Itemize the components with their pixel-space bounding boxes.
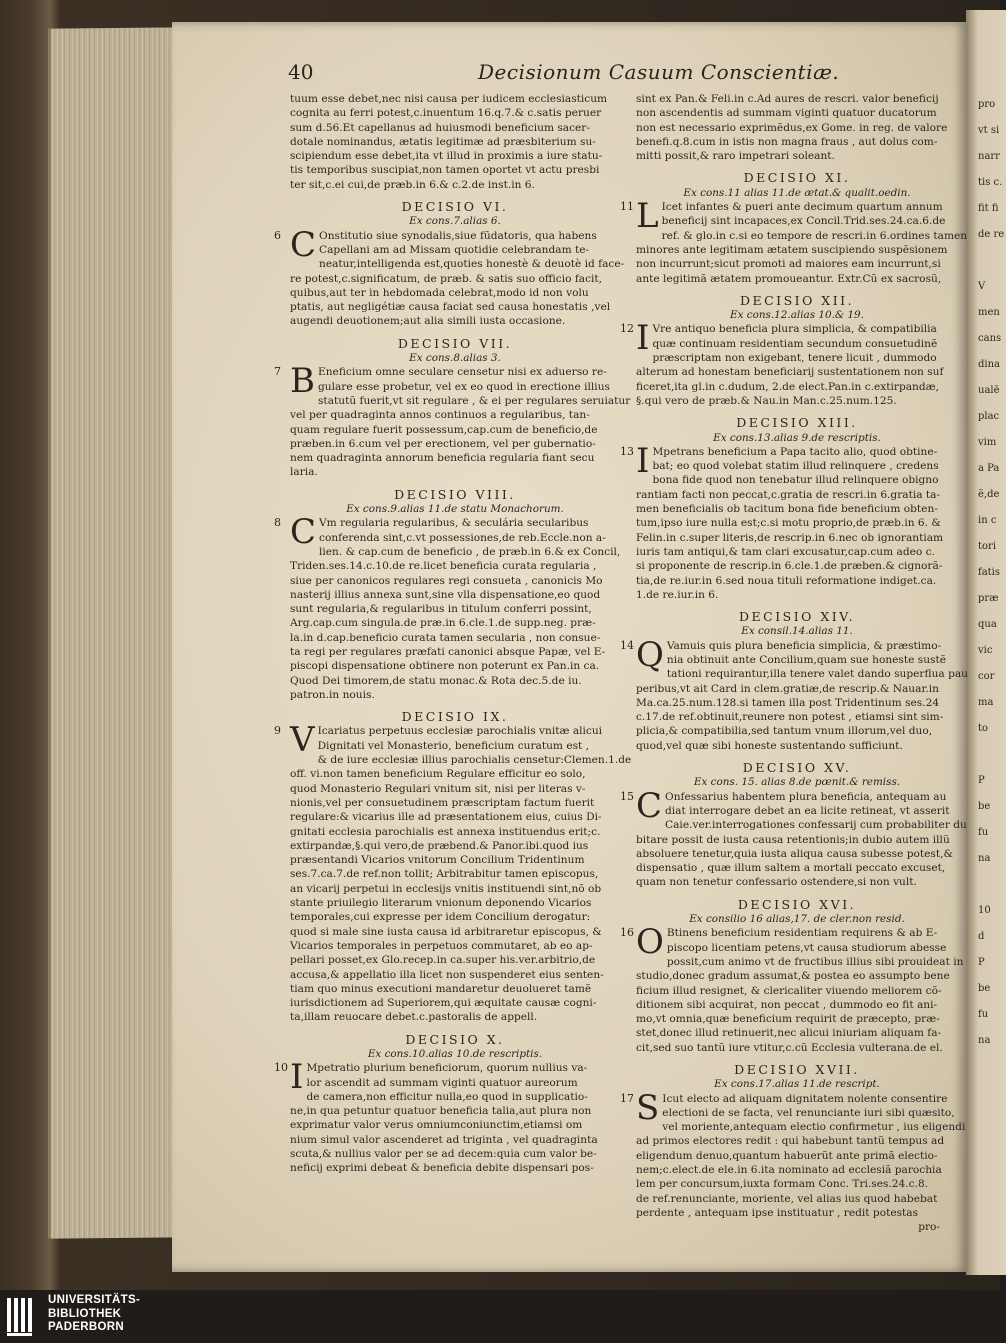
paragraph-number: 10 xyxy=(274,1061,288,1075)
facing-page-fragment: d xyxy=(978,931,985,942)
decision-text-line: non incurrunt;sicut promoti ad maiores eam incurrunt,si xyxy=(636,258,941,271)
text-column-right xyxy=(620,92,968,1235)
decision-text-line: pellari posset,ex Glo.recep.in ca.super his.ver.arbitrio,de xyxy=(290,954,596,967)
decision-text-line: lor ascendit ad summam viginti quatuor aureorum xyxy=(306,1076,578,1089)
library-logo-icon xyxy=(6,1296,40,1338)
facing-page-fragment: a Pa xyxy=(978,463,1000,474)
paragraph-number: 15 xyxy=(620,789,634,803)
decision-text-line: de ref.renunciante, moriente, vel alias ius quod habebat xyxy=(636,1192,938,1205)
page-stack-edge xyxy=(48,27,179,1238)
decision-text-line: eligendum denuo,quantum habuerũt ante primã electio- xyxy=(636,1149,938,1162)
decision-text-line: laria. xyxy=(290,466,318,479)
intro-line: sint ex Pan.& Feli.in c.Ad aures de rescri. valor beneficij xyxy=(636,93,939,105)
decision-text-line: Vamuis quis plura beneficia simplicia, & præstimo- xyxy=(666,639,942,652)
decision-text-line: neatur,intelligenda est,quoties honestè & deuotè id face- xyxy=(319,258,625,271)
decision-block xyxy=(620,415,958,602)
decision-text-line: Capellani am ad Missam quotidie celebrandam te- xyxy=(319,243,590,256)
decision-text-line: ficium illud resignet, & clericaliter viuendo meliorem cõ- xyxy=(636,984,942,997)
decision-text-line: quam regulare fuerit possessum,cap.cum de beneficio,de xyxy=(290,423,598,436)
facing-page-fragment: fu xyxy=(978,827,989,838)
decision-text-line: diat interrogare debet an ea licite retineat, vt asserit xyxy=(665,804,950,817)
decision-text-line: neficij exprimi debeat & beneficia debite dispensari pos- xyxy=(290,1162,594,1175)
decision-text-line: §.qui vero de præb.& Nau.in Man.c.25.num.125. xyxy=(636,394,897,407)
decision-text-line: nem quadraginta annorum beneficia regularia fiant secu xyxy=(290,452,595,465)
decision-text-line: quæ continuam residentiam secundum consuetudinẽ xyxy=(652,337,938,350)
facing-page-fragment: cans xyxy=(978,333,1002,344)
decision-text-line: Felin.in c.super literis,de rescrip.in 6.nec ob ignorantiam xyxy=(636,531,944,544)
decision-text-line: præsentandi Vicarios vnitorum Concilium Tridentinum xyxy=(290,854,585,867)
decision-text-line: possit,cum animo vt de fructibus illius sibi prouideat in xyxy=(666,955,964,968)
paragraph-number: 12 xyxy=(620,322,634,336)
decision-source: Ex cons. 15. alias 8.de pœnit.& remiss. xyxy=(693,776,901,789)
decision-text-line: præben.in 6.cum vel per erectionem, vel per gubernatio- xyxy=(290,437,596,450)
decision-source: Ex cons.9.alias 11.de statu Monachorum. xyxy=(346,503,564,516)
library-name xyxy=(48,1294,140,1335)
decision-text-line: gnitati ecclesia parochialis est annexa instituendus erit;c. xyxy=(290,825,601,838)
decision-text-line: iuris tam antiqui,& tam clari excusatur,cap.cum adeo c. xyxy=(636,545,935,558)
decision-text-line: præscriptam non exigebant, tenere licuit , dummodo xyxy=(652,352,937,365)
paragraph-number: 14 xyxy=(620,638,634,652)
decision-title: DECISIO VII. xyxy=(397,335,513,351)
decision-block xyxy=(620,1062,966,1220)
decision-text-line: plicia,& compatibilia,sed tantum vnum illorum,vel duo, xyxy=(636,725,933,738)
catchword: pro- xyxy=(918,1221,940,1234)
decision-text-line: c.17.de ref.obtinuit,reunere non potest , etiamsi sint sim- xyxy=(636,711,944,724)
decision-paragraph xyxy=(620,196,968,286)
decision-title: DECISIO X. xyxy=(405,1031,505,1047)
decision-title: DECISIO XI. xyxy=(743,170,851,186)
decision-text-line: accusa,& appellatio illa licet non suspenderet eius senten- xyxy=(290,968,604,981)
decision-block xyxy=(620,292,958,408)
decision-paragraph xyxy=(620,1087,966,1221)
running-header xyxy=(288,60,978,94)
decision-text-line: cit,sed suo tantũ iure vtitur,c.cũ Ecclesia vulterana.de el. xyxy=(636,1041,943,1054)
paragraph-number: 8 xyxy=(274,516,281,530)
facing-page-fragment: cor xyxy=(978,671,995,682)
decision-paragraph xyxy=(274,1057,620,1175)
library-name-line-3: PADERBORN xyxy=(48,1321,124,1333)
decision-title: DECISIO VIII. xyxy=(394,486,516,502)
decision-text-line: iurisdictionem ad Superiorem,qui æquitate causæ cogni- xyxy=(290,997,597,1010)
running-title: Decisionum Casuum Conscientiæ. xyxy=(478,60,840,84)
facing-page-fragment: be xyxy=(978,983,991,994)
facing-page-fragment: ualē xyxy=(978,385,1000,396)
decision-text-line: Onstitutio siue synodalis,siue fũdatoris, qua habens xyxy=(319,229,597,242)
decision-text-line: Mpetratio plurium beneficiorum, quorum nullius va- xyxy=(306,1062,588,1075)
decision-block xyxy=(274,199,625,329)
decision-text-line: mo,vt omnia,quæ beneficium requirit de præcepto, præ- xyxy=(636,1013,940,1026)
facing-page-fragment: na xyxy=(978,1035,991,1046)
facing-page-fragment: P xyxy=(978,775,985,786)
decision-block xyxy=(620,760,967,890)
intro-line: dotale nominandus, ætatis legitimæ ad præsbiterium su- xyxy=(290,135,596,148)
paragraph-number: 6 xyxy=(274,228,281,242)
drop-initial: I xyxy=(290,1057,304,1098)
decision-text-line: extirpandæ,§.qui vero,de præbend.& Panor.ibi.quod ius xyxy=(290,839,589,852)
decision-text-line: quod si male sine iusta causa id arbitraretur episcopus, & xyxy=(290,925,602,938)
intro-line: benefi.q.8.cum in istis non magna fraus , aut dolus com- xyxy=(636,135,938,148)
facing-page-fragment: fatis xyxy=(978,567,1001,578)
decision-text-line: minores ante legitimam ætatem suscipiendo suspẽsionem xyxy=(636,243,948,256)
intro-line: cognita au ferri potest,c.inuentum 16.q.7.& c.satis peruer xyxy=(290,107,602,120)
decision-text-line: ante legitimã ætatem promoueantur. Extr.Cũ ex sacrosũ, xyxy=(636,272,942,285)
drop-initial: I xyxy=(636,440,650,481)
decision-block xyxy=(274,1031,620,1176)
decision-text-line: sunt regularia,& regularibus in titulum conferri possint, xyxy=(290,603,592,616)
paragraph-number: 13 xyxy=(620,444,634,458)
decision-source: Ex cons.12.alias 10.& 19. xyxy=(730,309,864,322)
decision-text-line: statutũ fuerit,vt sit regulare , & ei per regulares seruiatur xyxy=(318,394,631,407)
decision-text-line: Ma.ca.25.num.128.si tamen illa post Tridentinum ses.24 xyxy=(636,696,940,709)
paragraph-number: 9 xyxy=(274,724,281,738)
decision-text-line: Vm regularia regularibus, & seculária secularibus xyxy=(319,517,589,530)
decision-text-line: Onfessarius habentem plura beneficia, antequam au xyxy=(665,790,947,803)
decision-title: DECISIO XVI. xyxy=(737,896,857,912)
decision-text-line: Icet infantes & pueri ante decimum quartum annum xyxy=(661,201,943,214)
facing-page-edge xyxy=(966,10,1006,1275)
decision-text-line: quod,vel quæ sibi honeste sustentando sufficiunt. xyxy=(636,739,903,752)
drop-initial: O xyxy=(636,922,664,963)
decision-text-line: an vicarij perpetui in ecclesijs vnitis instituendi sint,nõ ob xyxy=(290,882,602,895)
decision-text-line: quibus,aut ter in hebdomada celebrat,modo id non volu xyxy=(290,286,589,299)
decision-text-line: ficeret,ita gl.in c.dudum, 2.de elect.Pan.in c.extirpandæ, xyxy=(636,380,939,393)
intro-line: non est necessario exprimẽdus,ex Gome. in reg. de valore xyxy=(636,121,948,134)
decision-text-line: Btinens beneficium residentiam requirens & ab E- xyxy=(666,927,938,940)
decision-title: DECISIO XV. xyxy=(742,760,852,776)
decision-text-line: gulare esse probetur, vel ex eo quod in erectione illius xyxy=(318,380,610,393)
decision-block xyxy=(620,609,968,753)
decision-text-line: siue per canonicos regulares regi consueta , canonicis Mo xyxy=(290,574,603,587)
decision-text-line: men beneficialis ob tacitum bona fide beneficium obten- xyxy=(636,503,938,516)
paragraph-number: 16 xyxy=(620,926,634,940)
drop-initial: V xyxy=(290,720,315,761)
facing-page-fragment: ma xyxy=(978,697,994,708)
facing-page-fragment: qua xyxy=(978,619,997,630)
decision-text-line: vel per quadraginta annos continuos a regularibus, tan- xyxy=(290,409,590,422)
intro-line: sum d.56.Et capellanus ad huiusmodi beneficium sacer- xyxy=(290,121,590,134)
decision-text-line: beneficij sint incapaces,ex Concil.Trid.ses.24.ca.6.de xyxy=(661,215,946,228)
decision-text-line: ses.7.ca.7.de ref.non tollit; Arbitrabitur tamen episcopus, xyxy=(290,868,599,881)
library-name-line-2: BIBLIOTHEK xyxy=(48,1307,122,1320)
decision-text-line: Triden.ses.14.c.10.de re.licet beneficia curata regularia , xyxy=(290,560,597,573)
intro-line: mitti possit,& raro impetrari soleant. xyxy=(636,150,835,163)
decision-title: DECISIO XIV. xyxy=(738,609,856,625)
facing-page-fragment: fu xyxy=(978,1009,989,1020)
facing-page-fragment: in c xyxy=(978,515,997,526)
decision-text-line: peribus,vt ait Card in clem.gratiæ,de rescrip.& Nauar.in xyxy=(636,682,939,695)
decision-text-line: dispensatio , quæ illum saltem a mortali peccato excuset, xyxy=(636,862,946,875)
decision-text-line: Arg.cap.cum singula.de præ.in 6.cle.1.de supp.neg. præ- xyxy=(290,617,596,630)
decision-text-line: patron.in nouis. xyxy=(290,688,375,701)
decision-source: Ex cons.8.alias 3. xyxy=(409,352,501,365)
decision-text-line: ne,in qua petuntur quatuor beneficia talia,aut plura non xyxy=(290,1105,592,1118)
decision-text-line: 1.de re.iur.in 6. xyxy=(636,588,719,601)
decision-text-line: off. vi.non tamen beneficium Regulare efficitur eo solo, xyxy=(290,768,586,781)
facing-page-fragment: be xyxy=(978,801,991,812)
decision-text-line: bitare possit de iusta causa retentionis;in dubio autem illũ xyxy=(636,833,950,846)
decision-text-line: tiam quo minus executioni mandaretur deuolueret tamẽ xyxy=(290,982,592,995)
decision-paragraph xyxy=(620,922,964,1055)
facing-page-fragment: men xyxy=(978,307,1000,318)
decision-text-line: lien. & cap.cum de beneficio , de præb.in 6.& ex Concil, xyxy=(319,545,621,558)
decision-text-line: Vre antiquo beneficia plura simplicia, & compatibilia xyxy=(652,323,937,336)
decision-text-line: rantiam facti non peccat,c.gratia de rescri.in 6.gratia ta- xyxy=(636,488,941,501)
drop-initial: B xyxy=(290,361,315,402)
decision-text-line: scuta,& nullius valor per se ad decem:quia cum valor be- xyxy=(290,1148,597,1161)
decision-text-line: tationi requirantur,illa tenere valet dando superflua pau xyxy=(666,668,968,681)
decision-block xyxy=(620,896,964,1055)
decision-text-line: Caie.ver.interrogationes confessarij cum probabiliter du xyxy=(665,819,967,832)
drop-initial: C xyxy=(290,512,317,553)
decision-text-line: Quod Dei timorem,de statu monac.& Rota dec.5.de iu. xyxy=(290,674,582,687)
facing-page-fragment: V xyxy=(978,281,986,292)
library-name-line-1: UNIVERSITÄTS- xyxy=(48,1294,141,1306)
decision-text-line: Icariatus perpetuus ecclesiæ parochialis vnitæ alicui xyxy=(317,725,603,738)
facing-page-fragment: pro xyxy=(978,99,996,110)
intro-line: tis temporibus suscipiat,non tamen oportet vt actu presbi xyxy=(290,164,600,177)
decision-source: Ex cons.10.alias 10.de rescriptis. xyxy=(367,1048,543,1060)
decision-text-line: lem per concursum,iuxta formam Conc. Tri.ses.24.c.8. xyxy=(636,1178,929,1191)
decision-text-line: de camera,non efficitur nulla,eo quod in supplicatio- xyxy=(306,1090,588,1103)
decision-text-line: nium simul valor ascenderet ad triginta , vel quadraginta xyxy=(290,1133,598,1146)
decision-text-line: stet,donec illud retinuerit,nec alicui iniuriam aliquam fa- xyxy=(636,1027,942,1040)
decision-text-line: exprimatur valor verus omniumconiunctim,etiamsi om xyxy=(290,1119,583,1132)
decision-source: Ex cons.17.alias 11.de rescript. xyxy=(714,1078,880,1091)
paragraph-number: 7 xyxy=(274,365,281,379)
decision-text-line: bona fide quod non tenebatur illud relinquere obigno xyxy=(652,474,939,487)
decision-source: Ex cons.11 alias 11.de ætat.& qualit.oedin. xyxy=(683,186,911,199)
decision-text-line: ref. & glo.in c.si eo tempore de rescri.in 6.ordines tamen xyxy=(661,229,968,242)
decision-text-line: studio,donec gradum assumat,& postea eo assumpto bene xyxy=(636,970,950,983)
drop-initial: C xyxy=(636,785,663,826)
decision-text-line: nem;c.elect.de ele.in 6.ita nominato ad ecclesiã parochia xyxy=(636,1164,942,1177)
decision-text-line: augendi deuotionem;aut alia simili iusta occasione. xyxy=(290,315,566,328)
facing-page-fragment: ẽ,de xyxy=(978,489,1000,500)
facing-page-fragment: 10 xyxy=(978,905,991,916)
decision-text-line: conferenda sint,c.vt possessiones,de reb.Eccle.non a- xyxy=(319,531,606,544)
decision-title: DECISIO XVII. xyxy=(734,1062,860,1077)
decision-text-line: alterum ad honestam beneficiarij sustentationem non suf xyxy=(636,366,944,379)
facing-page-fragment: de re xyxy=(978,229,1005,240)
decision-text-line: tia,de re.iur.in 6.sed noua tituli reformatione indiget.ca. xyxy=(636,574,937,587)
decision-paragraph xyxy=(620,785,967,890)
decision-source: Ex consil.14.alias 11. xyxy=(741,625,853,638)
decision-text-line: & de iure ecclesiæ illius parochialis censetur:Clemen.1.de xyxy=(317,754,632,767)
decision-text-line: Eneficium omne seculare censetur nisi ex aduerso re- xyxy=(318,366,607,379)
drop-initial: S xyxy=(636,1087,660,1128)
decision-text-line: perdente , antequam ipse instituatur , redit potestas xyxy=(636,1206,919,1219)
facing-page-fragment: fit fi xyxy=(978,203,999,214)
decision-text-line: nasterij illius annexa sunt,sine vlla dispensatione,eo quod xyxy=(290,588,601,601)
decision-text-line: Icut electo ad aliquam dignitatem nolente consentire xyxy=(662,1092,948,1105)
drop-initial: C xyxy=(290,224,317,265)
decision-paragraph xyxy=(620,440,958,602)
decision-text-line: ta,illam reuocare debet.c.pastoralis de appell. xyxy=(290,1011,538,1024)
decision-block xyxy=(620,170,968,285)
page-number: 40 xyxy=(288,60,314,84)
decision-text-line: si proponente de rescrip.in 6.cle.1.de præben.& cignorã- xyxy=(636,560,943,573)
decision-paragraph xyxy=(274,512,621,702)
decision-text-line: nionis,vel per consuetudinem præscriptam factum fuerit xyxy=(290,796,595,809)
decision-text-line: Vicarios temporales in perpetuos commutaret, ab eo ap- xyxy=(290,939,593,952)
decision-text-line: quam non tenetur confessario ostendere,si non vult. xyxy=(636,876,917,889)
facing-page-fragment: narr xyxy=(978,151,1000,162)
decision-text-line: quod Monasterio Regulari vnitum sit, nisi per literas v- xyxy=(290,782,586,795)
drop-initial: I xyxy=(636,318,650,359)
decision-text-line: Dignitati vel Monasterio, beneficium curatum est , xyxy=(317,739,590,752)
decision-text-line: ptatis, aut negligétiæ causa faciat sed causa honestatis ,vel xyxy=(290,301,611,314)
decision-text-line: ditionem sibi acquirat, non peccat , dummodo eo fit ani- xyxy=(636,998,938,1011)
decision-text-line: piscopo licentiam petens,vt causa studiorum abesse xyxy=(666,941,947,954)
decision-text-line: electioni de se facta, vel renunciante iuri sibi quæsito, xyxy=(662,1106,955,1119)
decision-paragraph xyxy=(620,634,968,753)
facing-page-fragment: dina xyxy=(978,359,1001,370)
decision-title: DECISIO XII. xyxy=(739,292,855,308)
intro-line: non ascendentis ad summam viginti quatuor ducatorum xyxy=(636,107,937,120)
decision-text-line: nia obtinuit ante Concilium,quam sue honeste sustẽ xyxy=(666,653,946,666)
decision-title: DECISIO VI. xyxy=(401,199,509,215)
facing-page-fragment: vic xyxy=(978,645,993,656)
decision-source: Ex consilio 16 alias,17. de cler.non resid. xyxy=(689,913,905,926)
decision-text-line: temporales,cui expresse per idem Concilium derogatur: xyxy=(290,911,591,924)
facing-page-fragment: vim xyxy=(978,437,997,448)
decision-text-line: re potest,c.significatum, de præb. & satis suo officio facit, xyxy=(290,272,603,285)
decision-text-line: Mpetrans beneficium a Papa tacito alio, quod obtine- xyxy=(652,445,938,458)
drop-initial: Q xyxy=(636,634,664,675)
decision-text-line: tum,ipso iure nulla est;c.si motu proprio,de præb.in 6. & xyxy=(636,517,941,530)
drop-initial: L xyxy=(636,196,659,237)
decision-text-line: stante priuilegio literarum vnionum deponendo Vicarios xyxy=(290,897,592,910)
decision-text-line: ta regi per regulares præfati canonici absque Papæ, vel E- xyxy=(290,645,606,658)
facing-page-fragment: plac xyxy=(978,411,1000,422)
facing-page-fragment: tori xyxy=(978,541,997,552)
decision-title: DECISIO XIII. xyxy=(736,415,858,431)
decision-title: DECISIO IX. xyxy=(401,709,509,725)
intro-line: scipiendum esse debet,ita vt illud in proximis a iure statu- xyxy=(290,150,603,163)
decision-text-line: vel moriente,antequam electio confirmetur , ius eligendi xyxy=(662,1121,966,1134)
paragraph-number: 11 xyxy=(620,200,634,214)
facing-page-fragment: præ xyxy=(978,593,999,604)
decision-block xyxy=(274,486,621,702)
decision-text-line: la.in d.cap.beneficio curata tamen secularia , non consue- xyxy=(290,631,601,644)
decision-paragraph xyxy=(620,318,958,408)
decision-paragraph xyxy=(274,224,625,329)
intro-line: ter sit,c.ei cui,de præb.in 6.& c.2.de inst.in 6. xyxy=(290,178,535,191)
paragraph-number: 17 xyxy=(620,1091,634,1105)
facing-page-fragment: na xyxy=(978,853,991,864)
decision-source: Ex cons.13.alias 9.de rescriptis. xyxy=(713,431,881,444)
decision-text-line: piscopi dispensatione obtinere non poterunt ex Pan.in ca. xyxy=(290,660,600,673)
facing-page-fragment: vt si xyxy=(978,125,1000,136)
decision-text-line: ad primos electores redit : qui habebunt tantũ tempus ad xyxy=(636,1135,945,1148)
facing-page-fragment: tis c. xyxy=(978,177,1003,188)
facing-page-fragment: to xyxy=(978,723,989,734)
library-footer xyxy=(0,1290,1000,1343)
decision-text-line: bat; eo quod volebat statim illud relinquere , credens xyxy=(652,460,939,473)
decision-text-line: absoluere tenetur,quia iusta aliqua causa subesse potest,& xyxy=(636,847,953,860)
facing-page-fragment: P xyxy=(978,957,985,968)
decision-text-line: regulare:& vicarius ille ad præsentationem eius, cuius Di- xyxy=(290,811,602,824)
decision-source: Ex cons.7.alias 6. xyxy=(409,215,501,228)
intro-line: tuum esse debet,nec nisi causa per iudicem ecclesiasticum xyxy=(290,93,608,105)
